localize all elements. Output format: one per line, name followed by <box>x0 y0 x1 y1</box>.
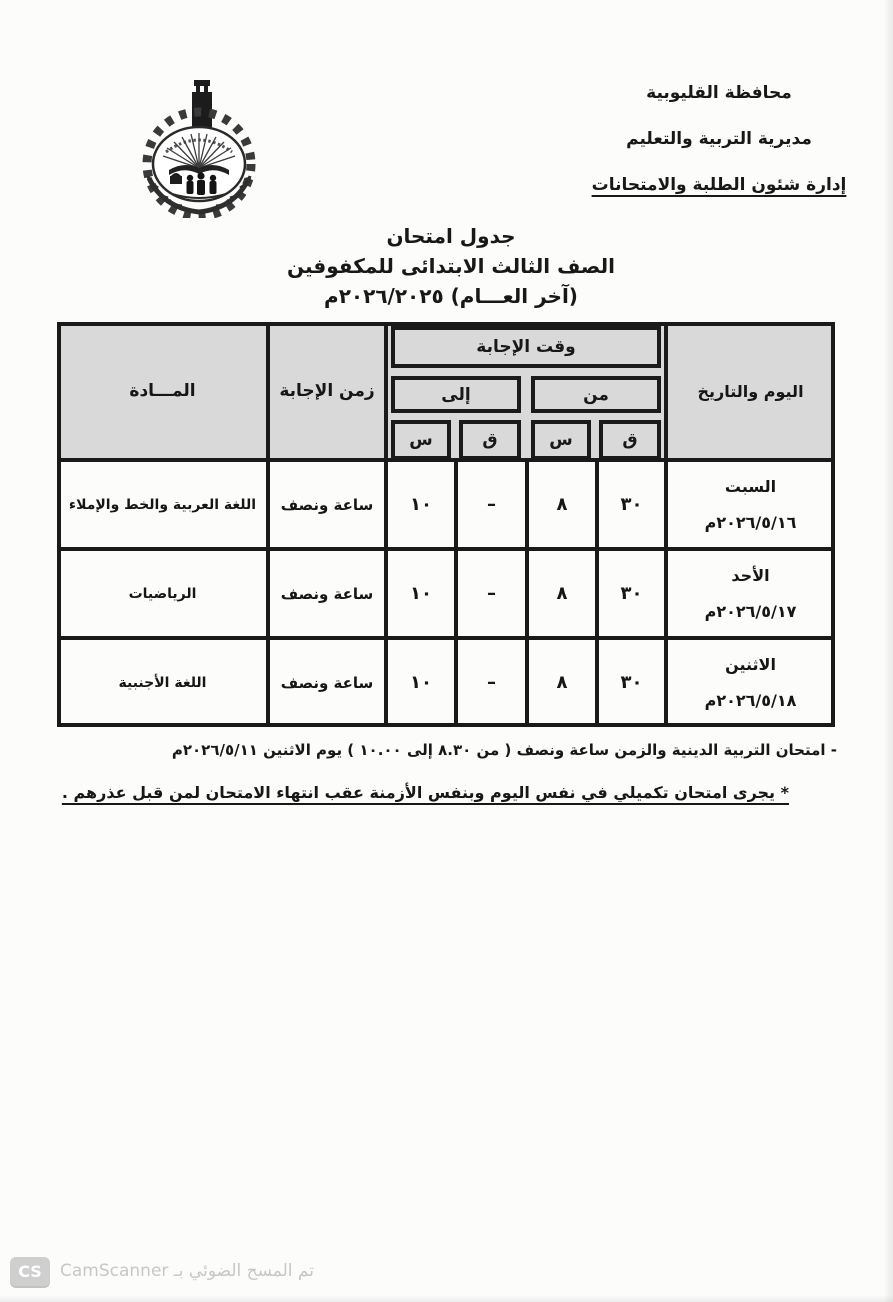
table-row-duration: ساعة ونصف <box>280 495 374 514</box>
header-answer-time-group <box>386 322 666 460</box>
header-to-hours: س <box>391 420 451 460</box>
directorate-name: مديرية التربية والتعليم <box>626 129 812 149</box>
header-from-hours: س <box>531 420 591 460</box>
exam-schedule-table <box>57 322 835 727</box>
header-answer-time: وقت الإجابة <box>391 326 661 368</box>
document-title <box>206 221 696 311</box>
table-row-duration: ساعة ونصف <box>280 673 374 692</box>
table-row-to-minutes: – <box>487 583 496 604</box>
header-day-date: اليوم والتاريخ <box>697 381 804 401</box>
day-name: السبت <box>724 476 777 496</box>
table-row-to-minutes: – <box>487 494 496 515</box>
table-row-to-hours: ١٠ <box>410 583 432 604</box>
table-row-to-minutes: – <box>487 672 496 693</box>
title-term-year: (آخر العـــام) ٢٠٢٦/٢٠٢٥م <box>324 284 578 308</box>
camscanner-text: تم المسح الضوئي بـ CamScanner <box>60 1261 314 1281</box>
table-row-from-minutes: ٣٠ <box>620 672 643 693</box>
table-row-day-date <box>666 460 835 549</box>
table-row-day-date <box>666 638 835 727</box>
table-row-duration: ساعة ونصف <box>280 584 374 603</box>
table-row-subject: اللغة العربية والخط والإملاء <box>68 496 257 513</box>
scan-edge-shadow <box>883 0 893 1302</box>
organization-header <box>569 70 869 208</box>
table-row-from-hours: ٨ <box>556 583 568 604</box>
title-exam-schedule: جدول امتحان <box>386 224 516 248</box>
header-subject: المـــادة <box>129 381 196 401</box>
table-row-day-date <box>666 549 835 638</box>
table-row-from-minutes: ٣٠ <box>620 583 643 604</box>
header-to-minutes: ق <box>459 420 521 460</box>
table-row-subject: الرياضيات <box>128 585 197 602</box>
education-directorate-emblem-icon <box>118 76 280 218</box>
religion-exam-footnote: - امتحان التربية الدينية والزمن ساعة ونصف ( من ٨.٣٠ إلى ١٠.٠٠ ) يوم الاثنين ٢٠٢٦/٥/١١م <box>171 741 837 759</box>
day-date: ٢٠٢٦/٥/١٨م <box>704 691 797 711</box>
table-row-from-minutes: ٣٠ <box>620 494 643 515</box>
scan-edge-shadow <box>0 1295 893 1302</box>
table-row-subject: اللغة الأجنبية <box>118 674 207 691</box>
header-duration: زمن الإجابة <box>279 381 375 401</box>
governorate-name: محافظة القليوبية <box>646 83 792 103</box>
camscanner-badge-icon: CS <box>10 1257 50 1286</box>
day-date: ٢٠٢٦/٥/١٧م <box>704 602 797 622</box>
camscanner-watermark <box>10 1254 314 1288</box>
title-grade: الصف الثالث الابتدائى للمكفوفين <box>287 254 615 278</box>
day-name: الاثنين <box>725 654 776 674</box>
header-to: إلى <box>391 376 521 413</box>
table-row-from-hours: ٨ <box>556 494 568 515</box>
table-row-to-hours: ١٠ <box>410 494 432 515</box>
makeup-exam-footnote: * يجرى امتحان تكميلي في نفس اليوم وبنفس الأزمنة عقب انتهاء الامتحان لمن قبل عذرهم . <box>61 783 789 802</box>
table-row-to-hours: ١٠ <box>410 672 432 693</box>
table-row-from-hours: ٨ <box>556 672 568 693</box>
department-name: إدارة شئون الطلبة والامتحانات <box>591 175 847 195</box>
header-from-minutes: ق <box>599 420 661 460</box>
day-name: الأحد <box>731 565 770 585</box>
day-date: ٢٠٢٦/٥/١٦م <box>704 513 797 533</box>
header-from: من <box>531 376 661 413</box>
